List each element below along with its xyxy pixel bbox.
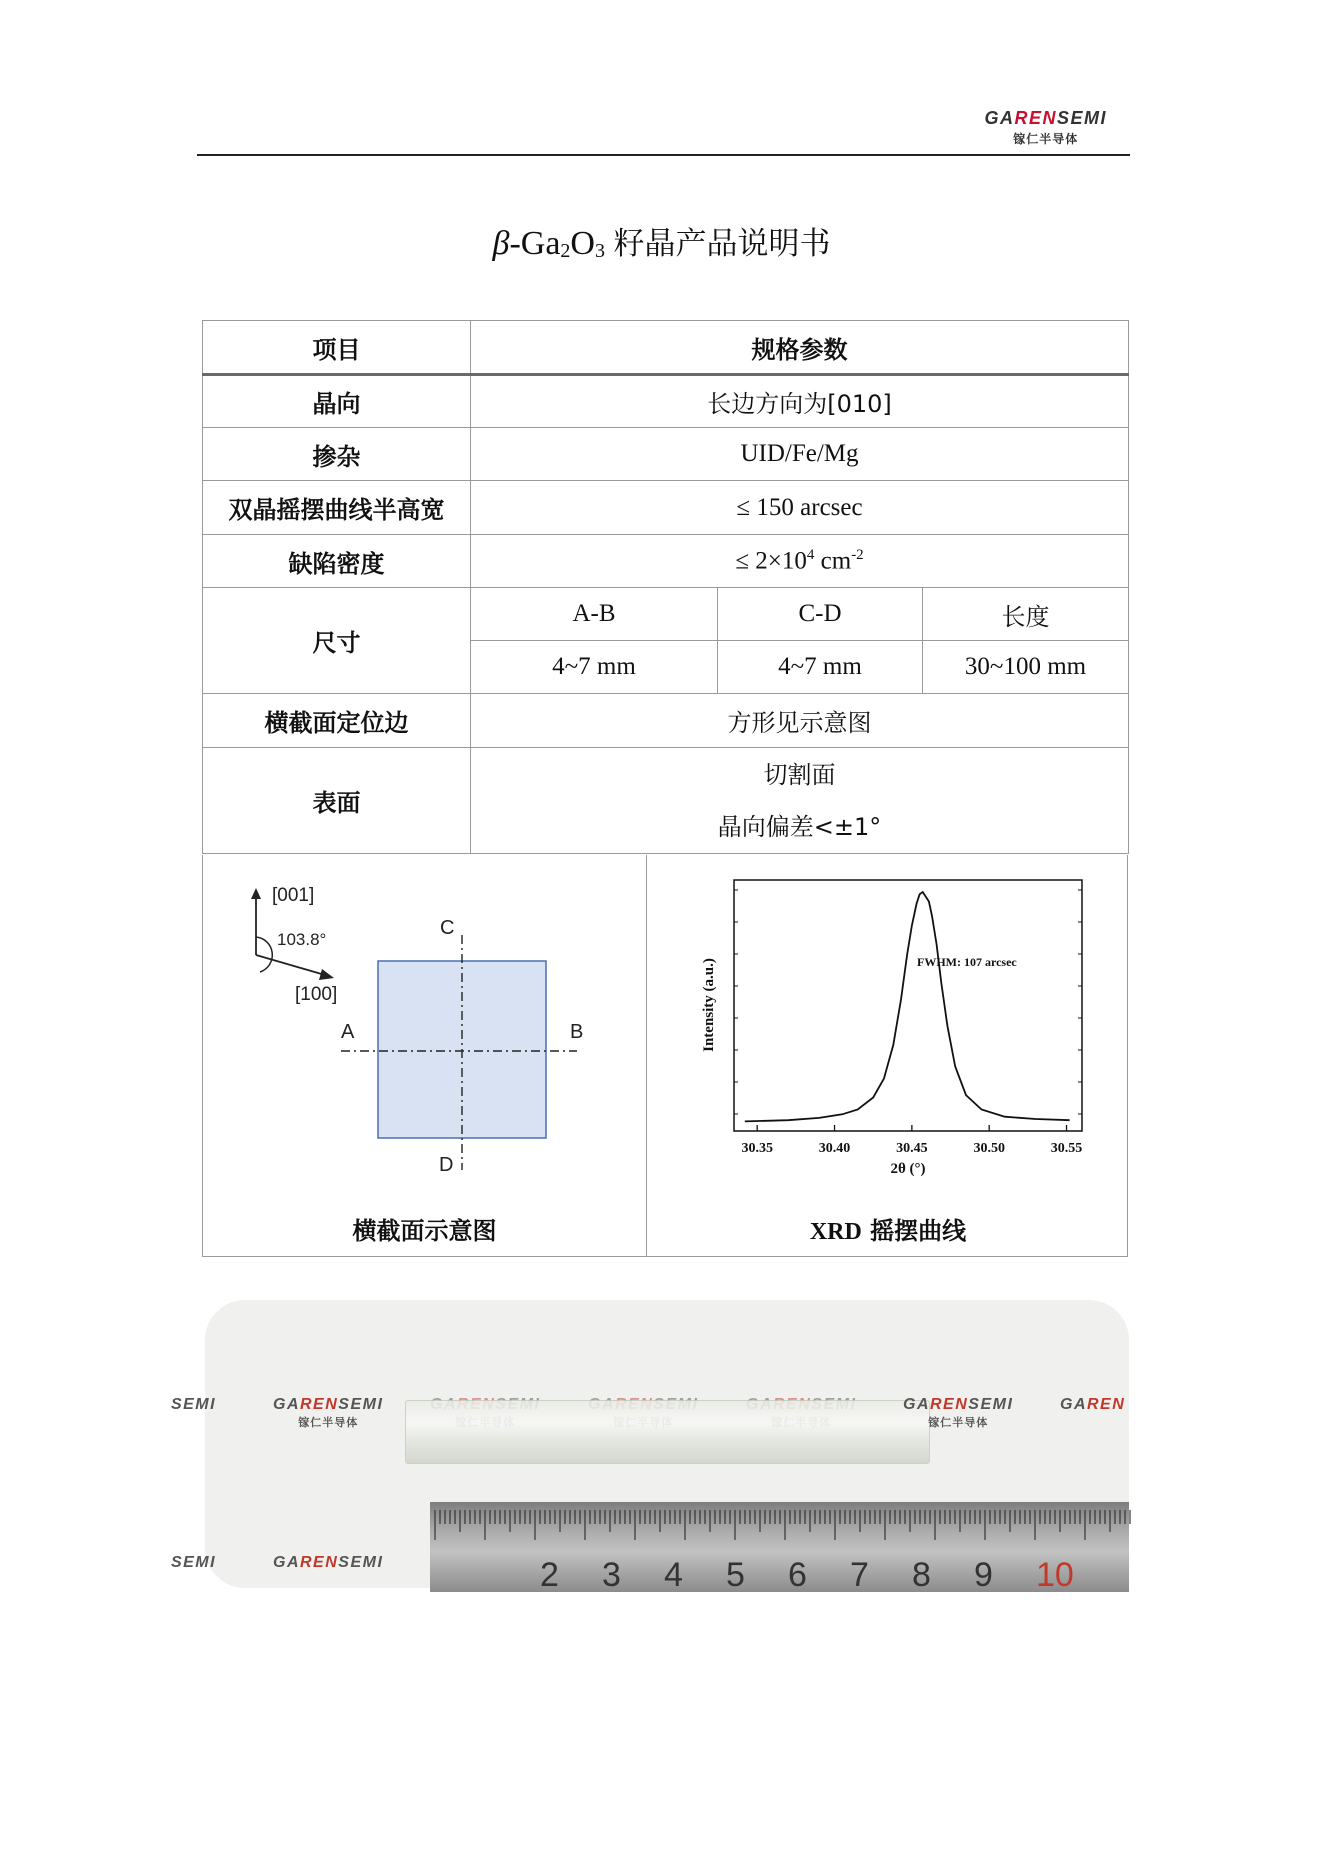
label-001: [001] [272,885,315,906]
watermark-logo: SEMI [170,1396,217,1413]
ruler-number: 7 [850,1556,869,1594]
size-length-header: 长度 [923,588,1129,641]
axis-100-arrow [256,955,325,975]
row-value-doping: UID/Fe/Mg [471,428,1129,481]
ruler-number: 8 [912,1556,931,1594]
x-tick-label: 30.40 [818,1141,851,1156]
x-tick-group [734,890,1082,1156]
figure-divider [646,855,647,1256]
x-axis-label: 2θ (°) [890,1161,926,1177]
watermark-logo: GARENSEMI 镓仁半导体 [903,1396,1014,1429]
size-cd-header: C-D [718,588,923,641]
xrd-series-line [745,892,1070,1121]
row-label-flat: 横截面定位边 [203,694,471,748]
x-tick-label: 30.50 [973,1141,1005,1156]
table-row [203,428,1129,481]
ruler-number: 4 [664,1556,683,1594]
row-label-orientation: 晶向 [203,375,471,428]
watermark-logo: GAREN [1060,1396,1126,1413]
row-value-defect: ≤ $2\times 10^4$ $cm^{-2}$ [471,535,1129,588]
ruler-ticks [430,1502,1129,1562]
x-tick-label: 30.55 [1050,1141,1083,1156]
table-header-row [203,321,1129,375]
col-header-spec: 规格参数 [471,321,1129,375]
ruler-number: 9 [974,1556,993,1594]
product-photo [170,1300,1129,1594]
table-row [203,694,1129,748]
ruler [430,1502,1129,1592]
row-value-flat: 方形见示意图 [471,694,1129,748]
size-cd-value: 4~7 mm [718,641,923,694]
cross-section-diagram [203,855,646,1200]
ruler-number: 5 [726,1556,745,1594]
col-header-item: 项目 [203,321,471,375]
x-tick-label: 30.35 [741,1141,773,1156]
y-axis-label: Intensity (a.u.) [701,958,717,1052]
ruler-number: 3 [602,1556,621,1594]
label-b: B [570,1021,584,1043]
x-tick-label: 30.45 [896,1141,928,1156]
xrd-caption: XRD 摇摆曲线 [809,1217,967,1245]
table-row [203,375,1129,428]
xrd-chart [648,855,1118,1200]
spec-table [202,320,1129,854]
label-a: A [341,1021,355,1043]
surface-value-cut: 切割面 [763,760,836,789]
row-label-defect: 缺陷密度 [203,535,471,588]
arrowhead-100-icon [319,969,334,980]
table-row [203,748,1129,854]
logo-subtitle: 镓仁半导体 [1013,132,1079,146]
row-label-fwhm: 双晶摇摆曲线半高宽 [203,481,471,535]
row-label-doping: 掺杂 [203,428,471,481]
ruler-number: 2 [540,1556,559,1594]
size-ab-value: 4~7 mm [471,641,718,694]
size-length-value: 30~100 mm [923,641,1129,694]
arrowhead-001-icon [251,888,261,899]
cross-section-caption: 横截面示意图 [352,1217,497,1245]
row-value-surface [471,748,1129,854]
watermark-logo: GARENSEMI 镓仁半导体 [273,1396,384,1429]
header-divider [197,154,1130,156]
label-angle: 103.8° [277,930,327,949]
row-label-surface: 表面 [203,748,471,854]
surface-value-offcut: 晶向偏差<±1° [717,812,882,841]
table-row [203,535,1129,588]
ruler-number: 10 [1036,1556,1074,1594]
label-100: [100] [295,984,338,1005]
row-value-fwhm: ≤ 150 arcsec [471,481,1129,535]
table-row [203,481,1129,535]
figures-panel [202,855,1128,1257]
ruler-number: 6 [788,1556,807,1594]
table-row [203,588,1129,641]
fwhm-annotation: FWHM: 107 arcsec [917,955,1017,969]
logo-wordmark: GARENSEMI [984,108,1107,128]
watermark-logo: SEMI [170,1554,217,1571]
label-d: D [439,1154,454,1176]
company-logo [984,108,1107,147]
document-title: $\beta-Ga_2O_3$ 籽晶产品说明书 [492,225,831,262]
plot-frame [734,880,1082,1131]
row-label-size: 尺寸 [203,588,471,694]
crystal-sample [405,1400,930,1464]
label-c: C [440,917,455,939]
size-ab-header: A-B [471,588,718,641]
row-value-orientation: 长边方向为[010] [471,375,1129,428]
watermark-logo: GARENSEMI [273,1554,384,1571]
angle-arc [256,937,272,972]
